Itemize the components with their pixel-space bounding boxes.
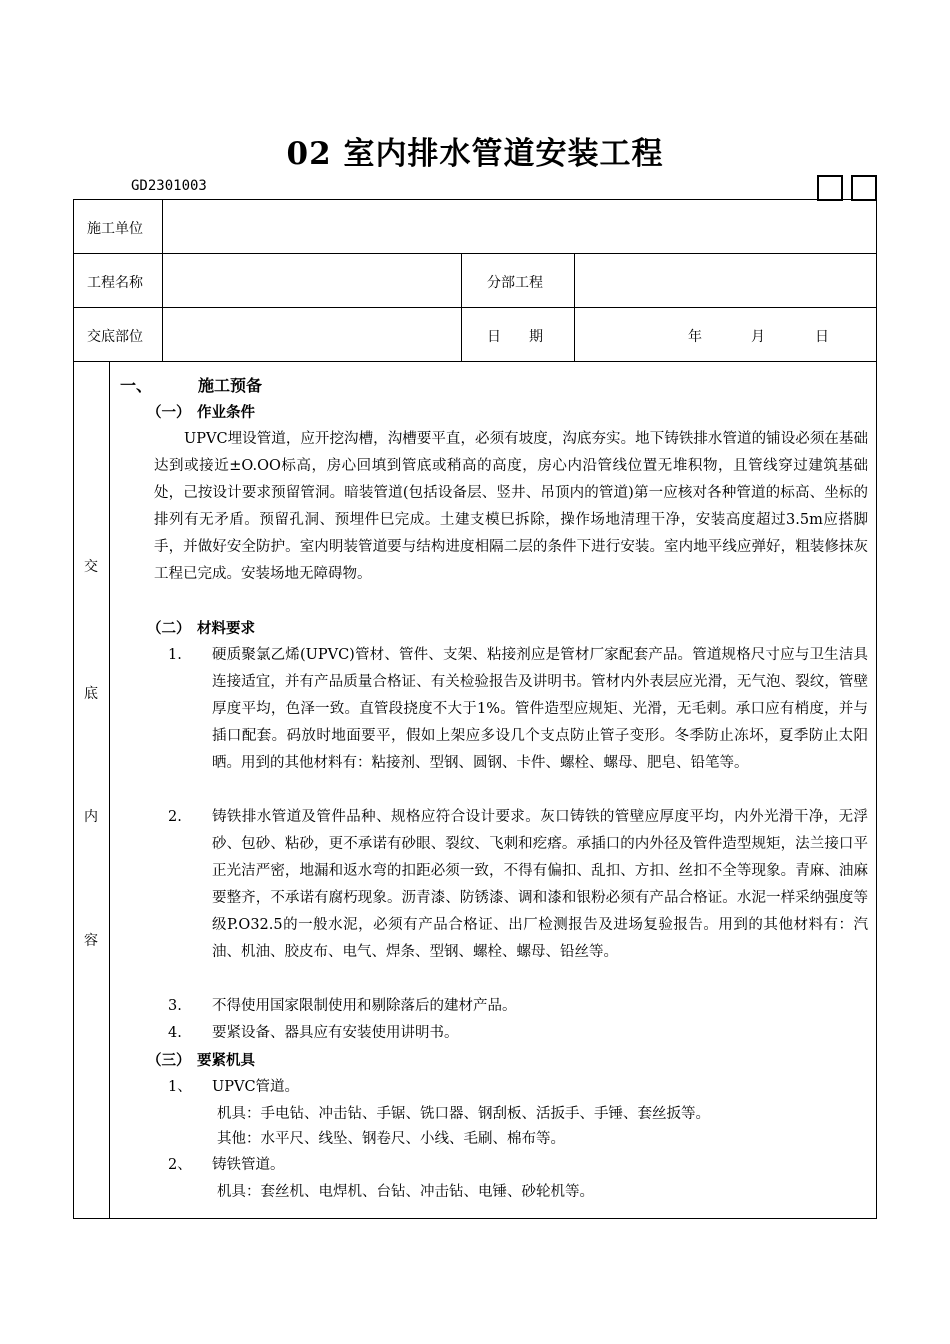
checkbox-1[interactable] — [817, 175, 843, 201]
side-label-char: 容 — [84, 933, 98, 949]
side-label-char: 内 — [84, 809, 98, 825]
list-item: 1. 硬质聚氯乙烯(UPVC)管材、管件、支架、粘接剂应是管材厂家配套产品。管道规格尺寸应与卫生洁具连接适宜，并有产品质量合格证、有关检验报告及讲明书。管材内外表层应光滑，无气泡、裂纹，管壁厚度平均，色泽一致。直管段挠度不大于1%。管件造型应规矩、光滑，无毛刺。承口应有梢度，并与插口配套。码放时地面要平，假如上架应多设几个支点防止管子变形。冬季防止冻坏，夏季防止太阳晒。用到的其他材料有：粘接剂、型钢、圆钢、卡件、螺栓、螺母、肥皂、铅笔等。 — [168, 647, 868, 771]
row-divider — [73, 307, 877, 308]
row-divider — [73, 253, 877, 254]
subsection-heading: （三） 要紧机具 — [147, 1052, 255, 1069]
subsection-heading: （二） 材料要求 — [147, 620, 255, 637]
col-divider — [574, 253, 575, 361]
row-divider — [73, 361, 877, 362]
subsection-heading: （一） 作业条件 — [147, 404, 255, 421]
list-item: 2、 铸铁管道。 — [168, 1157, 285, 1173]
col-divider — [109, 361, 110, 1219]
checkbox-2[interactable] — [851, 175, 877, 201]
project-name-label: 工程名称 — [87, 275, 143, 291]
list-item: 4. 要紧设备、器具应有安装使用讲明书。 — [168, 1025, 459, 1041]
date-year-label: 年 — [688, 329, 702, 345]
construction-unit-label: 施工单位 — [87, 221, 143, 237]
document-title: 02 室内排水管道安装工程 — [286, 136, 664, 172]
list-item: 2. 铸铁排水管道及管件品种、规格应符合设计要求。灰口铸铁的管壁应厚度平均，内外光滑干净，无浮砂、包砂、粘砂，更不承诺有砂眼、裂纹、飞刺和疙瘩。承插口的内外径及管件造型规矩，法兰接口平正光洁严密，地漏和返水弯的扣距必须一致，不得有偏扣、乱扣、方扣、丝扣不全等现象。青麻、油麻要整齐，不承诺有腐朽现象。沥青漆、防锈漆、调和漆和银粉必须有产品合格证。水泥一样采纳强度等级P.O32.5的一般水泥，必须有产品合格证、出厂检测报告及进场复验报告。用到的其他材料有：汽油、机油、胶皮布、电气、焊条、型钢、螺栓、螺母、铅丝等。 — [168, 809, 868, 960]
date-month-label: 月 — [751, 329, 765, 345]
list-item: 3. 不得使用国家限制使用和剔除落后的建材产品。 — [168, 998, 517, 1014]
sub-project-label: 分部工程 — [487, 275, 543, 291]
date-label: 日 期 — [487, 329, 543, 345]
tool-detail-line: 其他：水平尺、线坠、钢卷尺、小线、毛刷、棉布等。 — [217, 1131, 565, 1147]
list-item: 1、 UPVC管道。 — [168, 1079, 300, 1095]
col-divider — [461, 253, 462, 361]
side-label-char: 交 — [84, 559, 98, 575]
section-heading: 一、 施工预备 — [120, 376, 263, 395]
work-conditions-text: UPVC埋设管道，应开挖沟槽，沟槽要平直，必须有坡度，沟底夯实。地下铸铁排水管道的铺设必须在基础达到或接近±O.OO标高，房心回填到管底或稍高的高度，房心内沿管线位置无堆积物，且管线穿过建筑基础处，己按设计要求预留管洞。暗装管道(包括设备层、竖井、吊顶内的管道)第一应核对各种管道的标高、坐标的排列有无矛盾。预留孔洞、预埋件巳完成。土建支模巳拆除，操作场地清理干净，安装高度超过3.5m应搭脚手，并做好安全防护。室内明装管道要与结构进度相隔二层的条件下进行安装。室内地平线应弹好，粗装修抹灰工程已完成。安装场地无障碍物。 — [154, 431, 868, 582]
handover-part-label: 交底部位 — [87, 329, 143, 345]
col-divider — [162, 199, 163, 361]
side-label-char: 底 — [84, 686, 98, 702]
document-code: GD2301003 — [131, 178, 207, 194]
tool-detail-line: 机具：手电钻、冲击钻、手锯、铣口器、钢刮板、活扳手、手锤、套丝扳等。 — [217, 1106, 710, 1122]
tool-detail-line: 机具：套丝机、电焊机、台钻、冲击钻、电锤、砂轮机等。 — [217, 1184, 594, 1200]
date-day-label: 日 — [815, 329, 829, 345]
